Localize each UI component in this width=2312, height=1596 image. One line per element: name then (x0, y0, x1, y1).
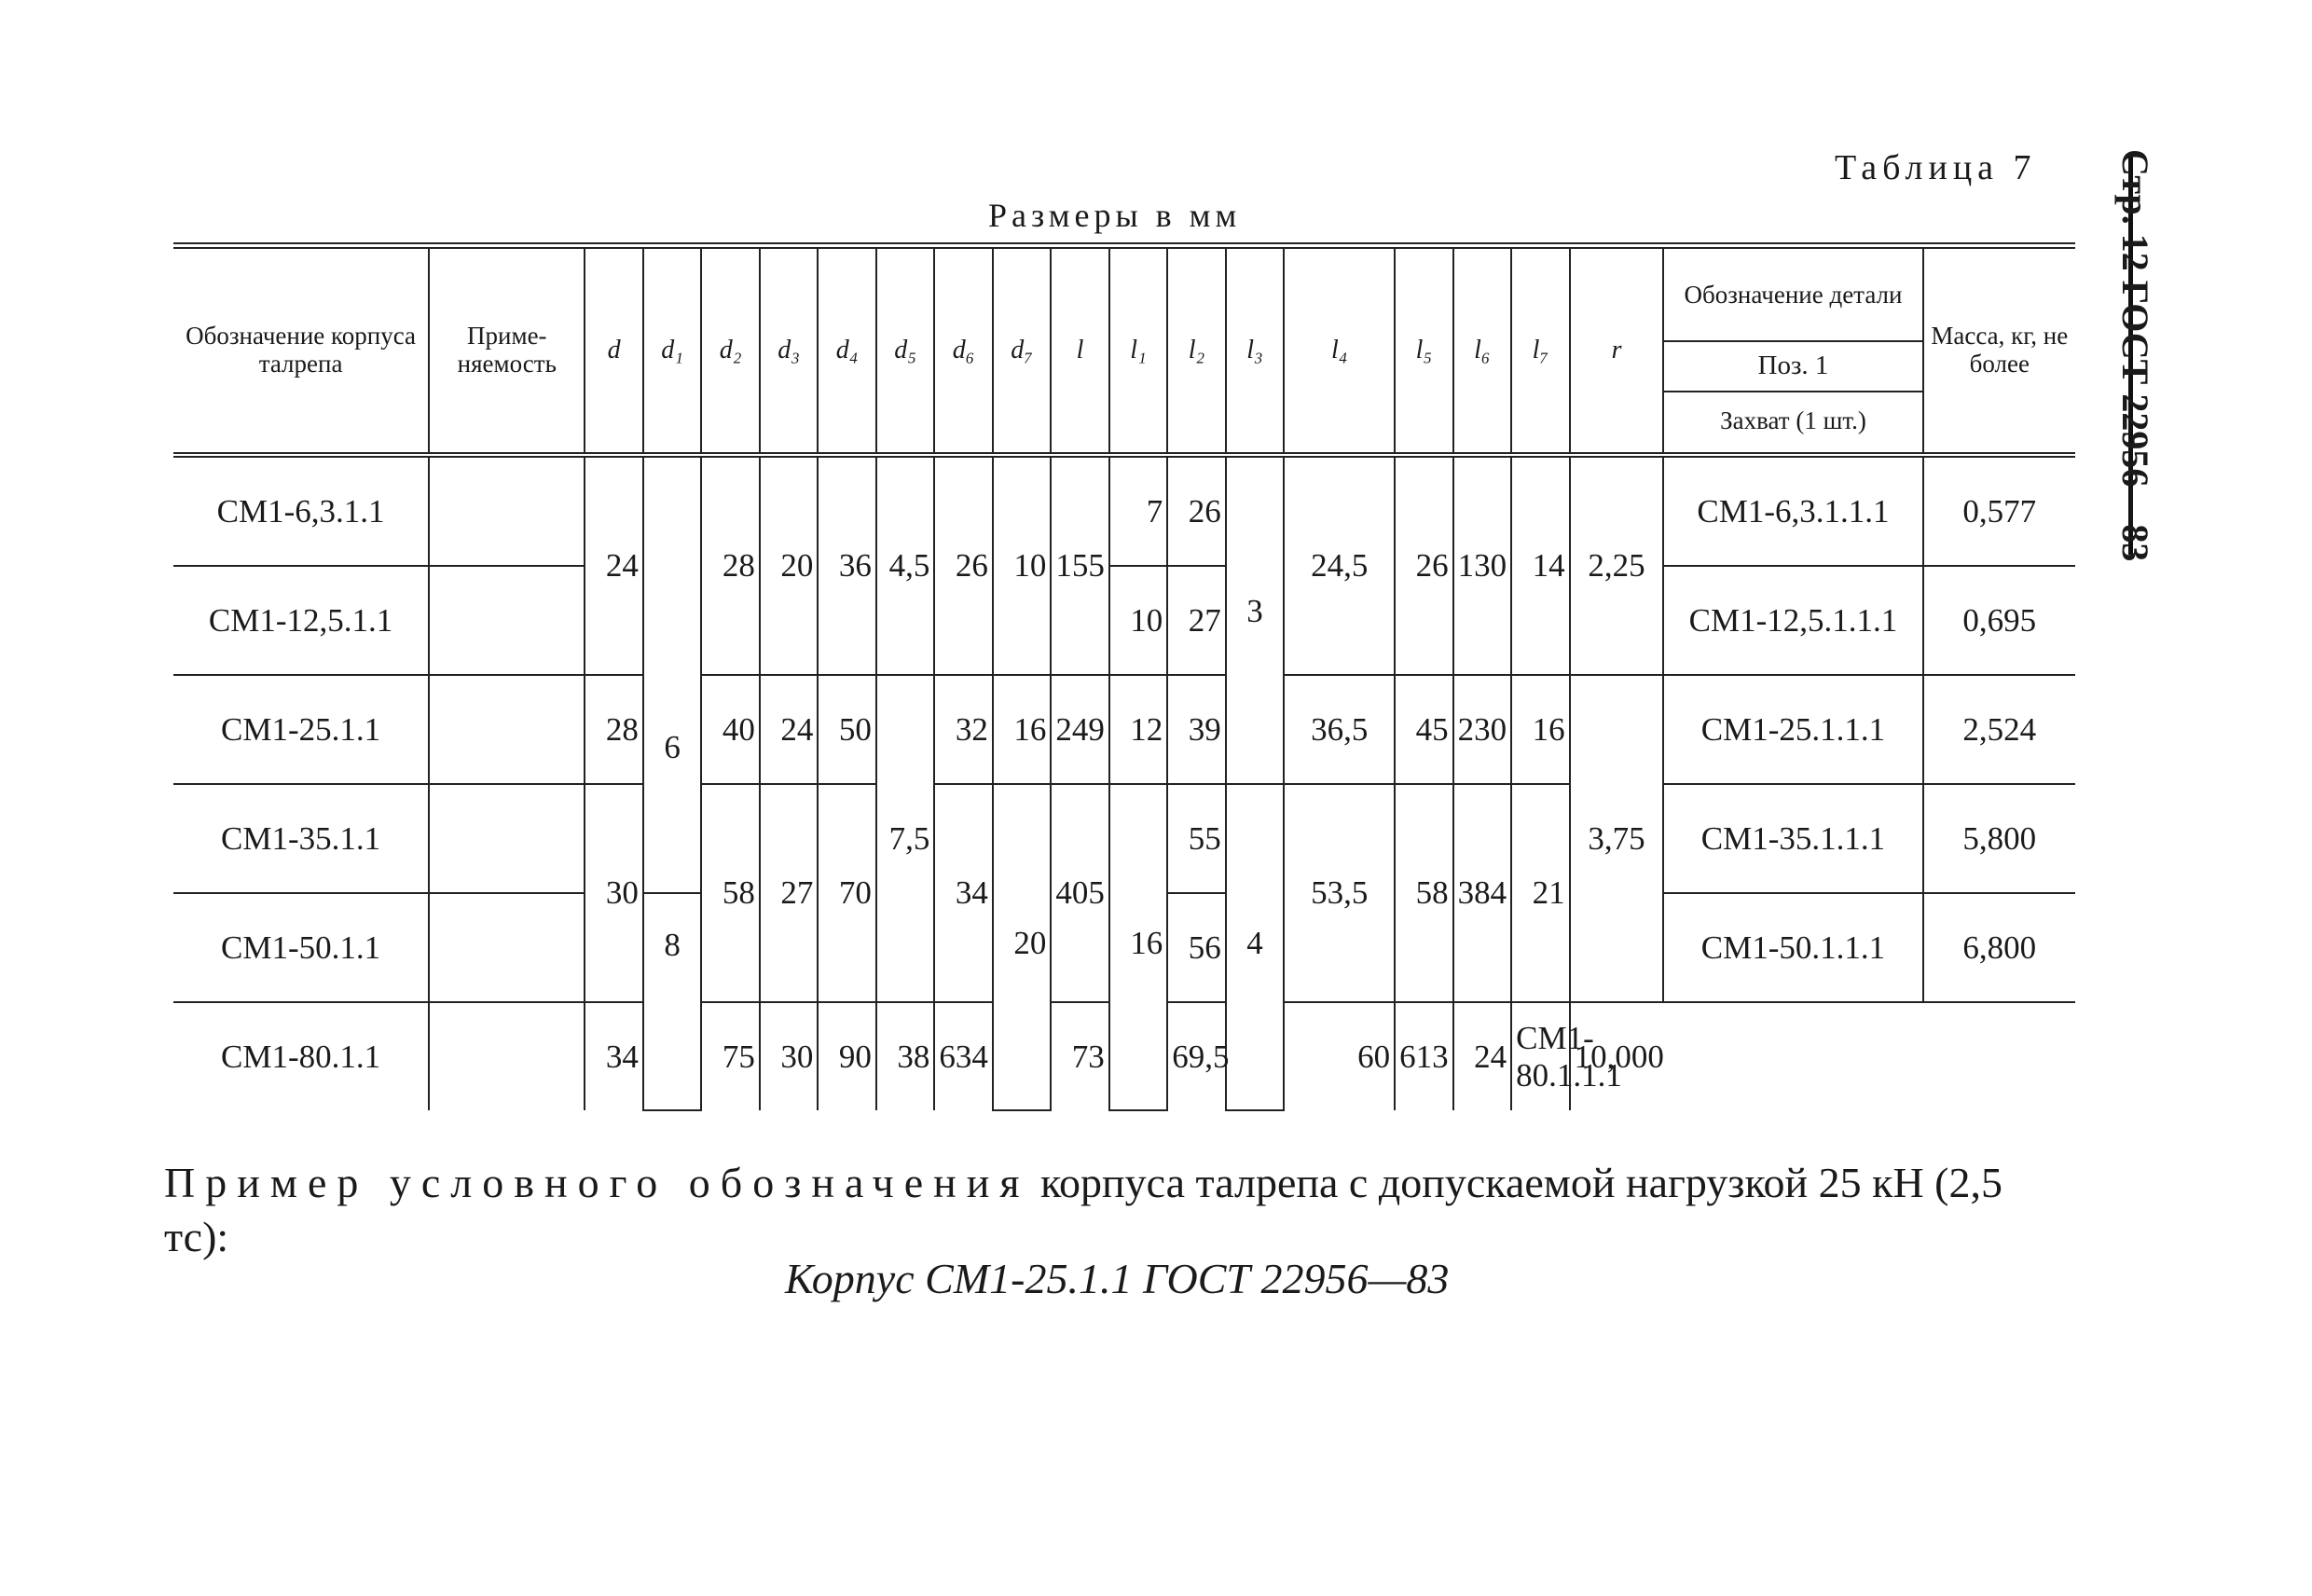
cell-l1: 10 (1109, 566, 1167, 675)
table-header-row (173, 246, 2075, 456)
header-l6: l₆ (1453, 246, 1511, 456)
cell-part: СМ1-6,3.1.1.1 (1663, 455, 1922, 566)
cell-l: 155 (1051, 455, 1108, 675)
header-d2: d₂ (701, 246, 759, 456)
header-d4: d₄ (818, 246, 875, 456)
cell-l2: 55 (1167, 784, 1225, 893)
cell-d3: 27 (760, 784, 818, 1002)
cell-d2: 28 (701, 455, 759, 675)
cell-mass: 2,524 (1923, 675, 2075, 784)
header-mass: Масса, кг, не более (1923, 246, 2075, 456)
cell-l3: 3 (1226, 455, 1284, 784)
cell-d7: 20 (993, 784, 1051, 1110)
cell-l2: 27 (1167, 566, 1225, 675)
cell-applicability (429, 1002, 585, 1110)
cell-d1: 6 (643, 455, 701, 893)
cell-d6: 32 (934, 675, 992, 784)
example-spaced-text: Пример условного обозначения (164, 1159, 1030, 1206)
header-part (1663, 246, 1922, 456)
cell-l: 405 (1051, 784, 1108, 1002)
cell-d: 28 (585, 675, 642, 784)
cell-l2: 26 (1167, 455, 1225, 566)
cell-d4: 90 (818, 1002, 875, 1110)
cell-l2: 73 (1051, 1002, 1108, 1110)
cell-l5: 60 (1284, 1002, 1395, 1110)
header-grip: Захват (1 шт.) (1664, 391, 1921, 450)
cell-l6: 130 (1453, 455, 1511, 675)
cell-designation: СМ1-12,5.1.1 (173, 566, 429, 675)
cell-d4: 50 (818, 675, 875, 784)
cell-l1: 7 (1109, 455, 1167, 566)
cell-applicability (429, 893, 585, 1002)
header-l5: l₅ (1395, 246, 1452, 456)
cell-part: СМ1-25.1.1.1 (1663, 675, 1922, 784)
cell-mass: 10,000 (1570, 1002, 1664, 1110)
header-l3: l₃ (1226, 246, 1284, 456)
cell-l5: 58 (1395, 784, 1452, 1002)
cell-mass: 5,800 (1923, 784, 2075, 893)
cell-mass: 0,577 (1923, 455, 2075, 566)
cell-r: 3,75 (1570, 675, 1664, 1002)
table-row (173, 566, 2075, 675)
cell-d3: 20 (760, 455, 818, 675)
cell-l2: 56 (1167, 893, 1225, 1002)
cell-l3: 4 (1226, 784, 1284, 1110)
cell-d7: 16 (993, 675, 1051, 784)
cell-l6: 230 (1453, 675, 1511, 784)
header-designation: Обозначение корпуса талрепа (173, 246, 429, 456)
cell-l1: 16 (1109, 784, 1167, 1110)
cell-d5: 7,5 (876, 675, 934, 1002)
cell-l7: 16 (1511, 675, 1569, 784)
cell-l4: 36,5 (1284, 675, 1395, 784)
example-rest-text: корпуса талрепа с допускаемой нагрузкой 25 кН (2,5 тс): (164, 1159, 2002, 1260)
header-applicability: Приме- няемость (429, 246, 585, 456)
cell-r: 2,25 (1570, 455, 1664, 675)
cell-l4: 53,5 (1284, 784, 1395, 1002)
header-r: r (1570, 246, 1664, 456)
cell-l: 249 (1051, 675, 1108, 784)
table-row (173, 675, 2075, 784)
cell-part: СМ1-80.1.1.1 (1511, 1002, 1569, 1110)
cell-designation: СМ1-80.1.1 (173, 1002, 429, 1110)
header-d5: d₅ (876, 246, 934, 456)
cell-l7: 24 (1453, 1002, 1511, 1110)
cell-l: 634 (934, 1002, 992, 1110)
cell-d6: 34 (934, 784, 992, 1002)
header-l1: l₁ (1109, 246, 1167, 456)
cell-l5: 26 (1395, 455, 1452, 675)
cell-d3: 30 (760, 1002, 818, 1110)
cell-l6: 613 (1395, 1002, 1452, 1110)
units-note: Размеры в мм (988, 197, 1242, 234)
cell-designation: СМ1-50.1.1 (173, 893, 429, 1002)
header-d: d (585, 246, 642, 456)
cell-d: 30 (585, 784, 642, 1002)
table-row (173, 784, 2075, 893)
cell-applicability (429, 675, 585, 784)
cell-d4: 70 (818, 784, 875, 1002)
cell-d5: 4,5 (876, 455, 934, 675)
page-side-header: Стр. 12 ГОСТ 22956—83 (2114, 149, 2157, 562)
cell-part: СМ1-12,5.1.1.1 (1663, 566, 1922, 675)
header-l7: l₇ (1511, 246, 1569, 456)
cell-designation: СМ1-6,3.1.1 (173, 455, 429, 566)
cell-l5: 45 (1395, 675, 1452, 784)
table-number: Таблица 7 (1835, 148, 2037, 187)
cell-d2: 40 (701, 675, 759, 784)
cell-d2: 75 (701, 1002, 759, 1110)
header-l: l (1051, 246, 1108, 456)
cell-d3: 24 (760, 675, 818, 784)
cell-d6: 38 (876, 1002, 934, 1110)
cell-part: СМ1-50.1.1.1 (1663, 893, 1922, 1002)
cell-l4: 69,5 (1167, 1002, 1225, 1110)
cell-mass: 0,695 (1923, 566, 2075, 675)
table-row (173, 455, 2075, 566)
cell-applicability (429, 566, 585, 675)
cell-d6: 26 (934, 455, 992, 675)
cell-applicability (429, 455, 585, 566)
cell-d7: 10 (993, 455, 1051, 675)
header-part-designation: Обозначение детали (1684, 281, 1903, 310)
example-paragraph (164, 1156, 2075, 1264)
cell-d1: 8 (643, 893, 701, 1110)
cell-designation: СМ1-25.1.1 (173, 675, 429, 784)
cell-l4: 24,5 (1284, 455, 1395, 675)
header-d1: d₁ (643, 246, 701, 456)
cell-part: СМ1-35.1.1.1 (1663, 784, 1922, 893)
example-designation: Корпус СМ1-25.1.1 ГОСТ 22956—83 (785, 1255, 1450, 1302)
cell-l7: 14 (1511, 455, 1569, 675)
header-l2: l₂ (1167, 246, 1225, 456)
cell-designation: СМ1-35.1.1 (173, 784, 429, 893)
dimensions-table (173, 242, 2075, 1111)
header-d7: d₇ (993, 246, 1051, 456)
header-l4: l₄ (1284, 246, 1395, 456)
header-d6: d₆ (934, 246, 992, 456)
header-d3: d₃ (760, 246, 818, 456)
cell-mass: 6,800 (1923, 893, 2075, 1002)
cell-d4: 36 (818, 455, 875, 675)
cell-applicability (429, 784, 585, 893)
header-pos: Поз. 1 (1664, 340, 1921, 391)
cell-l1: 12 (1109, 675, 1167, 784)
cell-l2: 39 (1167, 675, 1225, 784)
cell-d2: 58 (701, 784, 759, 1002)
cell-l7: 21 (1511, 784, 1569, 1002)
cell-l6: 384 (1453, 784, 1511, 1002)
cell-d: 34 (585, 1002, 642, 1110)
cell-d: 24 (585, 455, 642, 675)
